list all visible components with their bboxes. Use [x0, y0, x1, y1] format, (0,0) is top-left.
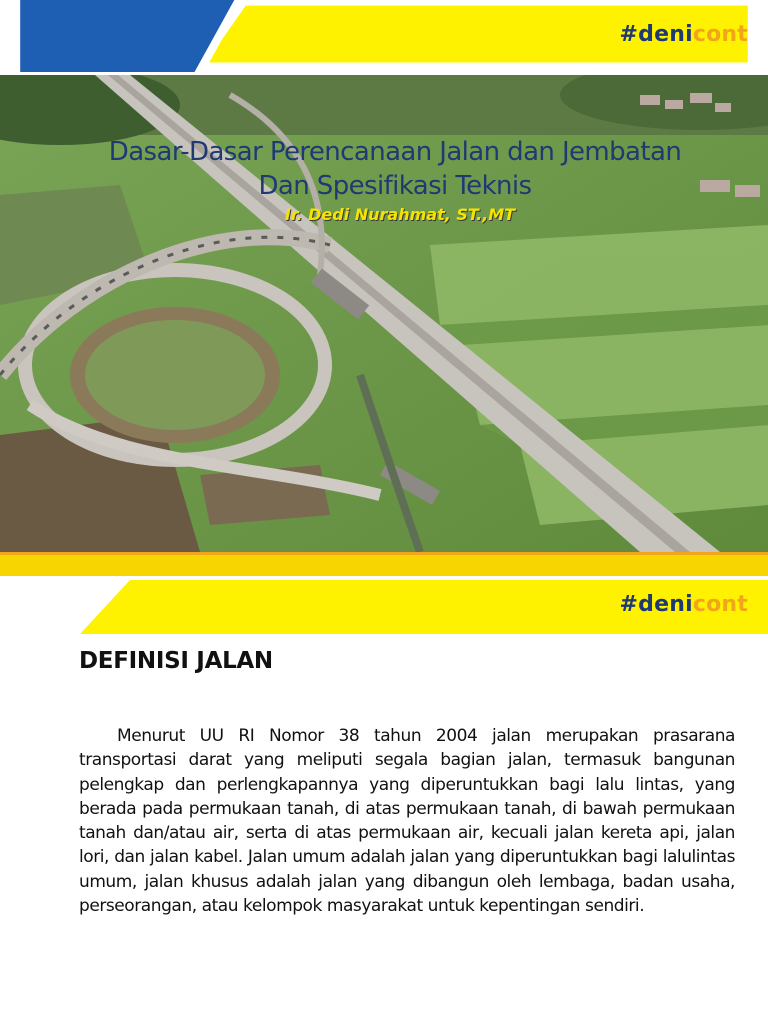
yellow-banner-shape [206, 6, 748, 63]
header-banner [0, 0, 768, 72]
section-heading: DEFINISI JALAN [79, 648, 273, 674]
brand-tag-part1: #deni [619, 592, 693, 617]
title-line-1: Dasar-Dasar Perencanaan Jalan dan Jembatan [108, 137, 682, 167]
title-line-2: Dan Spesifikasi Teknis [258, 171, 532, 201]
author-name: Ir. Dedi Nurahmat, ST.,MT [284, 205, 516, 224]
presentation-title [0, 135, 768, 203]
brand-tag-part2: cont [692, 22, 748, 47]
yellow-banner-shape [80, 580, 768, 634]
header-banner [0, 576, 768, 648]
bottom-band-edge [0, 552, 768, 555]
definition-slide [0, 576, 768, 1024]
bottom-yellow-band [0, 552, 768, 576]
definition-paragraph: Menurut UU RI Nomor 38 tahun 2004 jalan merupakan prasarana transportasi darat yang meliputi segala bagian jalan, termasuk bangunan pelengkap dan perlengkapannya yang diperuntukkan bagi lalu lintas, yang berada pada permukaan tanah, di atas permukaan tanah, di bawah permukaan tanah dan/atau air, serta di atas permukaan air, kecuali jalan kereta api, jalan lori, dan jalan kabel. Jalan umum adalah jalan yang diperuntukkan bagi lalulintas umum, jalan khusus adalah jalan yang dibangun oleh lembaga, badan usaha, perseorangan, atau kelompok masyarakat untuk kepentingan sendiri. [79, 726, 735, 917]
brand-tag-part1: #deni [619, 22, 693, 47]
brand-tag-part2: cont [692, 592, 748, 617]
